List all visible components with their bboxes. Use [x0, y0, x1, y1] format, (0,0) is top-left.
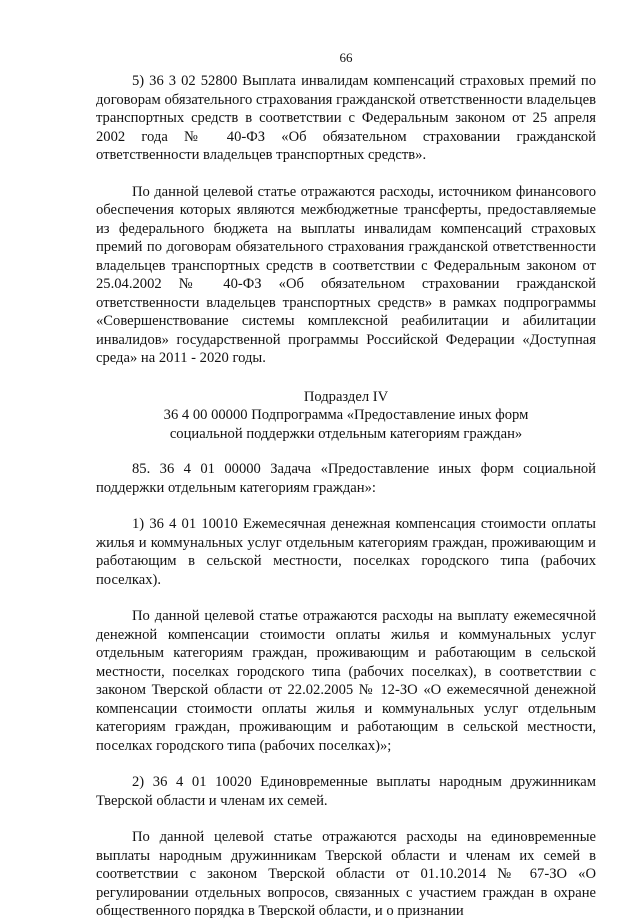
- document-body: [96, 72, 596, 921]
- page-number: 66: [339, 50, 353, 65]
- task-85: 85. 36 4 01 00000 Задача «Предоставление иных форм социальной поддержки отдельным категориям граждан»:: [96, 461, 596, 496]
- document-page: [96, 0, 596, 919]
- subprogram-title-line-2: социальной поддержки отдельным категориям граждан»: [169, 425, 523, 442]
- subprogram-title-line-1: 36 4 00 00000 Подпрограмма «Предоставление иных форм: [163, 407, 529, 423]
- paragraph-item-1-description: По данной целевой статье отражаются расходы на выплату ежемесячной денежной компенсации стоимости оплаты жилья и коммунальных услуг отдельным категориям граждан, проживающим и работающим в сельской местности, поселках городского типа (рабочих поселках), в соответствии с законом Тверской области от 22.02.2005 № 12-ЗО «О ежемесячной денежной компенсации стоимости оплаты жилья и коммунальных услуг отдельным категориям граждан, проживающим и работающим в сельской местности, поселках городского типа (рабочих поселках)»;: [96, 608, 596, 754]
- paragraph-item-1: 1) 36 4 01 10010 Ежемесячная денежная компенсация стоимости оплаты жилья и коммунальных услуг отдельным категориям граждан, проживающим и работающим в сельской местности, поселках городского типа (рабочих поселках).: [96, 516, 596, 588]
- paragraph-item-2: 2) 36 4 01 10020 Единовременные выплаты народным дружинникам Тверской области и членам их семей.: [96, 774, 596, 809]
- subsection-heading: [96, 388, 596, 444]
- subsection-title: Подраздел IV: [303, 388, 389, 405]
- paragraph-item-5-description: По данной целевой статье отражаются расходы, источником финансового обеспечения которых являются межбюджетные трансферты, предоставляемые из федерального бюджета на выплаты инвалидам компенсаций страховых премий по договорам обязательного страхования гражданской ответственности владельцев транспортных средств в соответствии с Федеральным законом от 25.04.2002 № 40-ФЗ «Об обязательном страховании гражданской ответственности владельцев транспортных средств» в рамках подпрограммы «Совершенствование системы комплексной реабилитации и абилитации инвалидов» государственной программы Российской Федерации «Доступная среда» на 2011 - 2020 годы.: [96, 183, 596, 366]
- paragraph-item-5: 5) 36 3 02 52800 Выплата инвалидам компенсаций страховых премий по договорам обязательного страхования гражданской ответственности владельцев транспортных средств в соответствии с Федеральным законом от 25 апреля 2002 года № 40-ФЗ «Об обязательном страховании гражданской ответственности владельцев транспортных средств».: [96, 73, 596, 163]
- paragraph-item-2-description: По данной целевой статье отражаются расходы на единовременные выплаты народным дружинникам Тверской области и членам их семей в соответствии с законом Тверской области от 01.10.2014 № 67-ЗО «О регулировании отдельных вопросов, связанных с участием граждан в охране общественного порядка в Тверской области, и о признании: [96, 829, 596, 919]
